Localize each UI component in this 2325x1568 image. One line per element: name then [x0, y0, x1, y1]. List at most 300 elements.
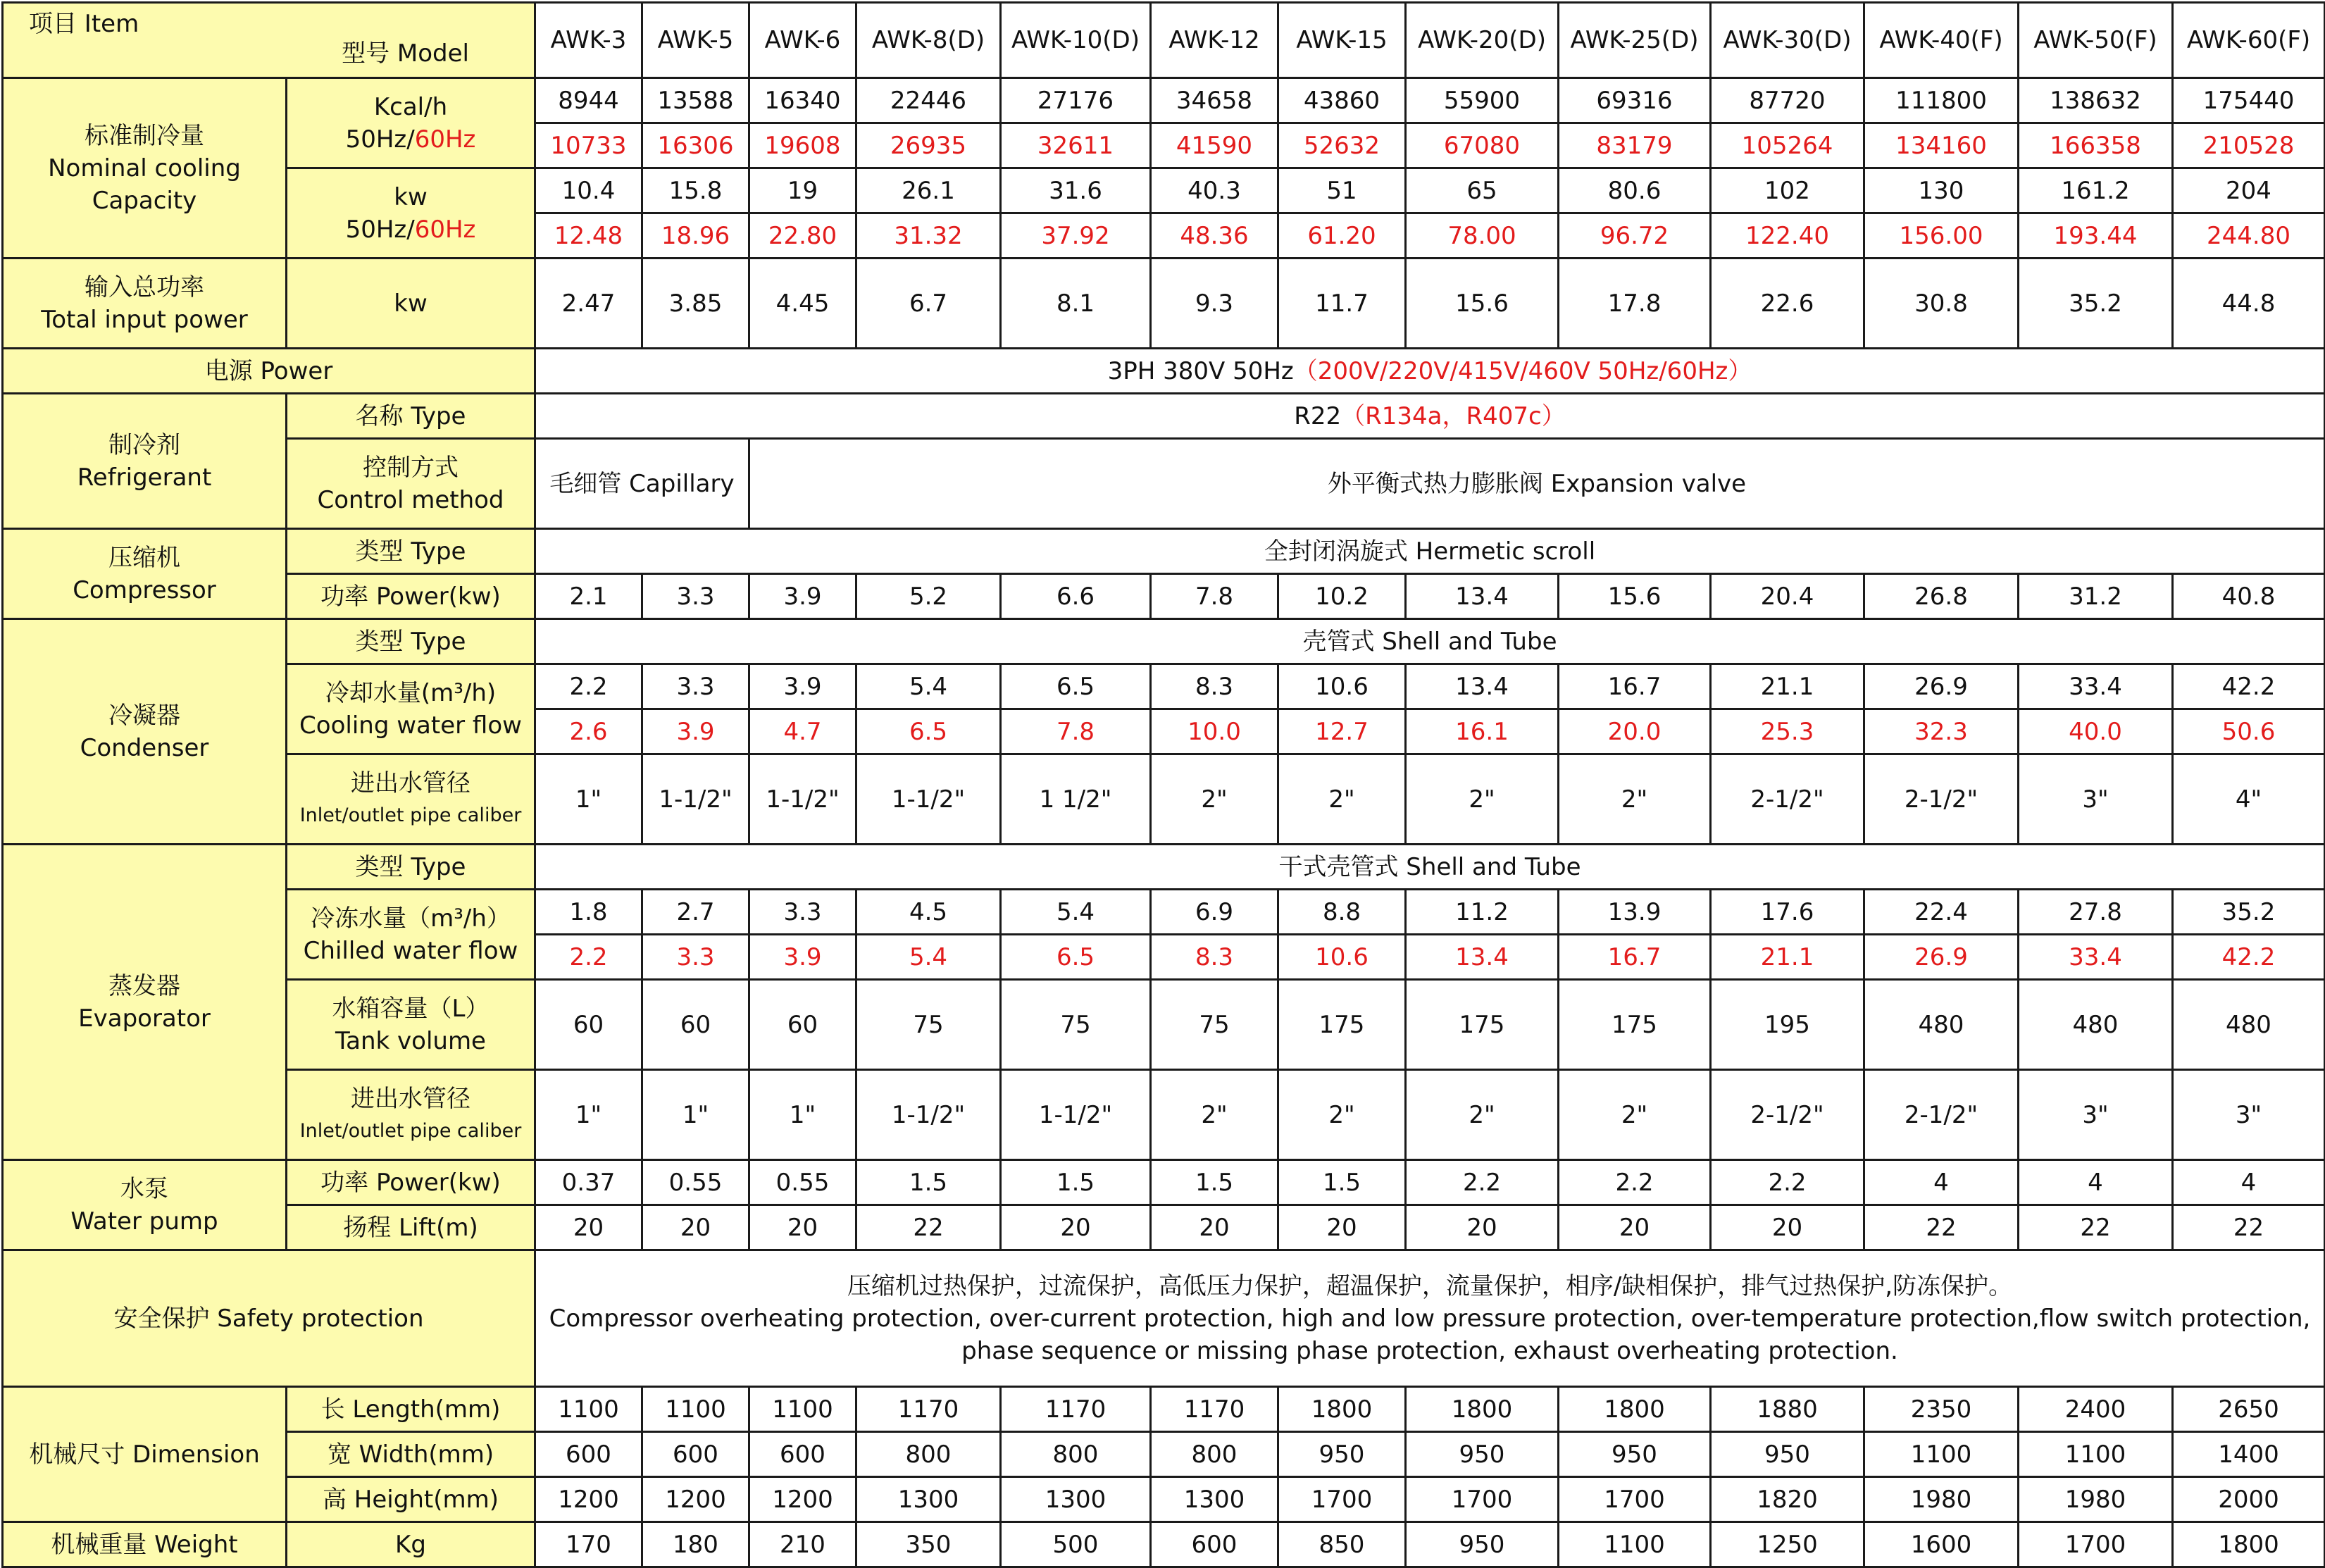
cooling-kcal-50hz-cell: 175440: [2173, 78, 2325, 123]
input-power-cell: 8.1: [1001, 259, 1151, 349]
model-header-cell: AWK-10(D): [1001, 3, 1151, 78]
condenser-flow-50hz-cell: 33.4: [2019, 664, 2173, 709]
compressor-power-cell: 7.8: [1151, 574, 1278, 619]
compressor-power-cell: 13.4: [1406, 574, 1559, 619]
evaporator-flow-50hz-cell: 27.8: [2019, 890, 2173, 935]
refrigerant-type-value: R22（R134a，R407c）: [535, 394, 2325, 439]
evaporator-pipe-cell: 2-1/2": [1864, 1070, 2019, 1160]
weight-cell: 1250: [1711, 1522, 1864, 1567]
weight-cell: 180: [642, 1522, 749, 1567]
pump-power-cell: 0.55: [642, 1160, 749, 1205]
condenser-flow-50hz-cell: 8.3: [1151, 664, 1278, 709]
weight-cell: 850: [1278, 1522, 1406, 1567]
evaporator-pipe-cell: 2": [1151, 1070, 1278, 1160]
cooling-kcal-50hz-cell: 43860: [1278, 78, 1406, 123]
dimension-width-cell: 800: [856, 1432, 1001, 1477]
condenser-pipe-cell: 4": [2173, 754, 2325, 845]
cooling-kcal-60hz-cell: 210528: [2173, 123, 2325, 168]
dimension-height-cell: 1200: [535, 1477, 642, 1522]
evaporator-pipe-cell: 1-1/2": [1001, 1070, 1151, 1160]
weight-cell: 950: [1406, 1522, 1559, 1567]
condenser-flow-60hz-cell: 4.7: [749, 709, 856, 754]
dimension-height-cell: 1300: [1151, 1477, 1278, 1522]
condenser-flow-60hz-cell: 2.6: [535, 709, 642, 754]
cooling-kcal-60hz-cell: 105264: [1711, 123, 1864, 168]
input-power-cell: 4.45: [749, 259, 856, 349]
cooling-kcal-60hz-cell: 166358: [2019, 123, 2173, 168]
cooling-kw-50hz-cell: 102: [1711, 168, 1864, 213]
evaporator-tank-cell: 60: [749, 980, 856, 1070]
evaporator-tank-cell: 175: [1406, 980, 1559, 1070]
dimension-width-cell: 800: [1151, 1432, 1278, 1477]
cooling-kw-60hz-cell: 12.48: [535, 213, 642, 259]
cooling-kw-50hz-cell: 51: [1278, 168, 1406, 213]
pump-lift-cell: 22: [2019, 1205, 2173, 1250]
safety-value: 压缩机过热保护，过流保护，高低压力保护，超温保护，流量保护，相序/缺相保护，排气过热保护,防冻保护。 Compressor overheating protection, over-current protection, high and low pressure protection, over-temperature protection,flow switch protection, phase sequence or missing phase protection, exhaust overheating protection.: [535, 1250, 2325, 1387]
pump-power-cell: 4: [2173, 1160, 2325, 1205]
pump-power-cell: 0.55: [749, 1160, 856, 1205]
condenser-flow-50hz-cell: 10.6: [1278, 664, 1406, 709]
cooling-kcal-50hz-cell: 27176: [1001, 78, 1151, 123]
cooling-kw-60hz-cell: 96.72: [1559, 213, 1711, 259]
evaporator-flow-60hz-cell: 26.9: [1864, 935, 2019, 980]
condenser-pipe-cell: 2-1/2": [1864, 754, 2019, 845]
evaporator-flow-60hz-cell: 10.6: [1278, 935, 1406, 980]
condenser-pipe-cell: 2": [1559, 754, 1711, 845]
cooling-kw-50hz-cell: 19: [749, 168, 856, 213]
cooling-kcal-50hz-cell: 69316: [1559, 78, 1711, 123]
pump-power-cell: 2.2: [1559, 1160, 1711, 1205]
input-power-cell: 11.7: [1278, 259, 1406, 349]
cooling-kcal-60hz-cell: 134160: [1864, 123, 2019, 168]
evaporator-pipe-cell: 2": [1559, 1070, 1711, 1160]
evaporator-pipe-cell: 1": [642, 1070, 749, 1160]
evaporator-flow-50hz-cell: 13.9: [1559, 890, 1711, 935]
dimension-height-cell: 1300: [1001, 1477, 1151, 1522]
dimension-height-label: 高 Height(mm): [287, 1477, 535, 1522]
input-power-cell: 6.7: [856, 259, 1001, 349]
evaporator-pipe-label: 进出水管径 Inlet/outlet pipe caliber: [287, 1070, 535, 1160]
pump-label: 水泵 Water pump: [3, 1160, 287, 1250]
cooling-kcal-unit: Kcal/h 50Hz/60Hz: [287, 78, 535, 168]
input-power-cell: 35.2: [2019, 259, 2173, 349]
cooling-kw-60hz-cell: 156.00: [1864, 213, 2019, 259]
condenser-flow-60hz-cell: 50.6: [2173, 709, 2325, 754]
input-power-cell: 44.8: [2173, 259, 2325, 349]
model-header-cell: AWK-60(F): [2173, 3, 2325, 78]
evaporator-tank-cell: 60: [535, 980, 642, 1070]
cooling-kw-60hz-cell: 193.44: [2019, 213, 2173, 259]
compressor-label: 压缩机 Compressor: [3, 529, 287, 619]
evaporator-tank-cell: 75: [1151, 980, 1278, 1070]
item-header-label: 项目 Item: [29, 10, 139, 38]
dimension-length-cell: 2350: [1864, 1387, 2019, 1432]
compressor-power-cell: 26.8: [1864, 574, 2019, 619]
evaporator-flow-50hz-cell: 3.3: [749, 890, 856, 935]
refrigerant-control-label: 控制方式 Control method: [287, 439, 535, 529]
cooling-kcal-60hz-cell: 32611: [1001, 123, 1151, 168]
pump-lift-cell: 20: [1559, 1205, 1711, 1250]
condenser-flow-50hz-cell: 6.5: [1001, 664, 1151, 709]
cooling-label: 标准制冷量 Nominal cooling Capacity: [3, 78, 287, 259]
cooling-kw-60hz-cell: 78.00: [1406, 213, 1559, 259]
model-header-cell: AWK-15: [1278, 3, 1406, 78]
cooling-kw-60hz-cell: 48.36: [1151, 213, 1278, 259]
pump-power-cell: 1.5: [856, 1160, 1001, 1205]
header-corner: [3, 3, 535, 78]
condenser-flow-60hz-cell: 20.0: [1559, 709, 1711, 754]
cooling-kw-60hz-cell: 37.92: [1001, 213, 1151, 259]
control-valve-value: 外平衡式热力膨胀阀 Expansion valve: [749, 439, 2325, 529]
cooling-kw-50hz-cell: 40.3: [1151, 168, 1278, 213]
compressor-power-cell: 31.2: [2019, 574, 2173, 619]
cooling-kw-50hz-cell: 10.4: [535, 168, 642, 213]
dimension-height-cell: 1700: [1406, 1477, 1559, 1522]
weight-cell: 210: [749, 1522, 856, 1567]
evaporator-flow-60hz-cell: 6.5: [1001, 935, 1151, 980]
model-header-cell: AWK-8(D): [856, 3, 1001, 78]
evaporator-flow-60hz-cell: 13.4: [1406, 935, 1559, 980]
model-header-cell: AWK-25(D): [1559, 3, 1711, 78]
evaporator-pipe-cell: 2-1/2": [1711, 1070, 1864, 1160]
dimension-width-cell: 1100: [1864, 1432, 2019, 1477]
input-power-unit: kw: [287, 259, 535, 349]
evaporator-flow-60hz-cell: 3.9: [749, 935, 856, 980]
compressor-power-cell: 10.2: [1278, 574, 1406, 619]
evaporator-pipe-cell: 1": [535, 1070, 642, 1160]
evaporator-label: 蒸发器 Evaporator: [3, 845, 287, 1160]
condenser-pipe-cell: 1-1/2": [642, 754, 749, 845]
pump-power-cell: 2.2: [1406, 1160, 1559, 1205]
condenser-pipe-cell: 3": [2019, 754, 2173, 845]
evaporator-tank-cell: 175: [1278, 980, 1406, 1070]
dimension-height-cell: 1200: [749, 1477, 856, 1522]
dimension-length-cell: 1170: [856, 1387, 1001, 1432]
model-header-label: 型号 Model: [342, 39, 469, 68]
cooling-kcal-60hz-cell: 16306: [642, 123, 749, 168]
dimension-length-cell: 1170: [1151, 1387, 1278, 1432]
cooling-kw-unit: kw 50Hz/60Hz: [287, 168, 535, 259]
evaporator-flow-label: 冷冻水量（m³/h） Chilled water flow: [287, 890, 535, 980]
dimension-label: 机械尺寸 Dimension: [3, 1387, 287, 1522]
pump-lift-cell: 20: [1151, 1205, 1278, 1250]
dimension-height-cell: 1980: [1864, 1477, 2019, 1522]
compressor-power-cell: 20.4: [1711, 574, 1864, 619]
evaporator-flow-60hz-cell: 3.3: [642, 935, 749, 980]
condenser-flow-60hz-cell: 10.0: [1151, 709, 1278, 754]
cooling-kw-50hz-cell: 130: [1864, 168, 2019, 213]
weight-cell: 1600: [1864, 1522, 2019, 1567]
condenser-pipe-label: 进出水管径 Inlet/outlet pipe caliber: [287, 754, 535, 845]
evaporator-tank-cell: 195: [1711, 980, 1864, 1070]
cooling-kcal-50hz-cell: 34658: [1151, 78, 1278, 123]
condenser-flow-60hz-cell: 3.9: [642, 709, 749, 754]
pump-lift-cell: 20: [1711, 1205, 1864, 1250]
condenser-pipe-cell: 1": [535, 754, 642, 845]
evaporator-tank-cell: 75: [856, 980, 1001, 1070]
evaporator-flow-50hz-cell: 4.5: [856, 890, 1001, 935]
input-power-label: 输入总功率 Total input power: [3, 259, 287, 349]
condenser-flow-50hz-cell: 26.9: [1864, 664, 2019, 709]
dimension-height-cell: 1300: [856, 1477, 1001, 1522]
weight-cell: 500: [1001, 1522, 1151, 1567]
dimension-height-cell: 1200: [642, 1477, 749, 1522]
dimension-width-cell: 600: [535, 1432, 642, 1477]
cooling-kw-50hz-cell: 204: [2173, 168, 2325, 213]
dimension-width-cell: 950: [1559, 1432, 1711, 1477]
evaporator-flow-60hz-cell: 2.2: [535, 935, 642, 980]
evaporator-flow-50hz-cell: 35.2: [2173, 890, 2325, 935]
dimension-height-cell: 1700: [1559, 1477, 1711, 1522]
model-header-cell: AWK-50(F): [2019, 3, 2173, 78]
condenser-flow-60hz-cell: 12.7: [1278, 709, 1406, 754]
compressor-type-value: 全封闭涡旋式 Hermetic scroll: [535, 529, 2325, 574]
model-header-cell: AWK-12: [1151, 3, 1278, 78]
input-power-cell: 9.3: [1151, 259, 1278, 349]
evaporator-flow-50hz-cell: 17.6: [1711, 890, 1864, 935]
dimension-height-cell: 1700: [1278, 1477, 1406, 1522]
evaporator-tank-cell: 480: [2173, 980, 2325, 1070]
power-value: 3PH 380V 50Hz（200V/220V/415V/460V 50Hz/60Hz）: [535, 349, 2325, 394]
dimension-width-cell: 800: [1001, 1432, 1151, 1477]
condenser-flow-50hz-cell: 13.4: [1406, 664, 1559, 709]
compressor-power-cell: 5.2: [856, 574, 1001, 619]
cooling-kcal-60hz-cell: 41590: [1151, 123, 1278, 168]
power-label: 电源 Power: [3, 349, 535, 394]
condenser-pipe-cell: 2": [1406, 754, 1559, 845]
weight-cell: 1100: [1559, 1522, 1711, 1567]
dimension-length-cell: 2650: [2173, 1387, 2325, 1432]
model-header-cell: AWK-6: [749, 3, 856, 78]
control-capillary-value: 毛细管 Capillary: [535, 439, 749, 529]
spec-table: [1, 1, 2325, 1568]
condenser-flow-50hz-cell: 16.7: [1559, 664, 1711, 709]
condenser-flow-60hz-cell: 40.0: [2019, 709, 2173, 754]
evaporator-flow-50hz-cell: 8.8: [1278, 890, 1406, 935]
pump-lift-cell: 20: [642, 1205, 749, 1250]
evaporator-tank-cell: 480: [1864, 980, 2019, 1070]
evaporator-flow-60hz-cell: 16.7: [1559, 935, 1711, 980]
cooling-kw-60hz-cell: 61.20: [1278, 213, 1406, 259]
cooling-kcal-60hz-cell: 19608: [749, 123, 856, 168]
pump-power-cell: 1.5: [1001, 1160, 1151, 1205]
condenser-pipe-cell: 1-1/2": [749, 754, 856, 845]
pump-power-cell: 4: [1864, 1160, 2019, 1205]
weight-label: 机械重量 Weight: [3, 1522, 287, 1567]
model-header-cell: AWK-3: [535, 3, 642, 78]
cooling-kcal-50hz-cell: 8944: [535, 78, 642, 123]
cooling-kcal-50hz-cell: 111800: [1864, 78, 2019, 123]
compressor-power-cell: 3.9: [749, 574, 856, 619]
cooling-kw-50hz-cell: 65: [1406, 168, 1559, 213]
condenser-flow-60hz-cell: 16.1: [1406, 709, 1559, 754]
dimension-height-cell: 1980: [2019, 1477, 2173, 1522]
cooling-kcal-60hz-cell: 83179: [1559, 123, 1711, 168]
condenser-pipe-cell: 1-1/2": [856, 754, 1001, 845]
pump-power-label: 功率 Power(kw): [287, 1160, 535, 1205]
cooling-kw-60hz-cell: 122.40: [1711, 213, 1864, 259]
cooling-kw-60hz-cell: 31.32: [856, 213, 1001, 259]
pump-lift-label: 扬程 Lift(m): [287, 1205, 535, 1250]
dimension-length-cell: 2400: [2019, 1387, 2173, 1432]
condenser-label: 冷凝器 Condenser: [3, 619, 287, 845]
pump-lift-cell: 20: [1001, 1205, 1151, 1250]
weight-unit: Kg: [287, 1522, 535, 1567]
input-power-cell: 3.85: [642, 259, 749, 349]
model-header-cell: AWK-30(D): [1711, 3, 1864, 78]
pump-power-cell: 4: [2019, 1160, 2173, 1205]
evaporator-pipe-cell: 2": [1406, 1070, 1559, 1160]
model-header-cell: AWK-20(D): [1406, 3, 1559, 78]
evaporator-pipe-cell: 3": [2173, 1070, 2325, 1160]
condenser-flow-60hz-cell: 25.3: [1711, 709, 1864, 754]
condenser-flow-50hz-cell: 5.4: [856, 664, 1001, 709]
dimension-height-cell: 2000: [2173, 1477, 2325, 1522]
cooling-kcal-50hz-cell: 22446: [856, 78, 1001, 123]
evaporator-flow-50hz-cell: 22.4: [1864, 890, 2019, 935]
refrigerant-type-label: 名称 Type: [287, 394, 535, 439]
evaporator-tank-cell: 480: [2019, 980, 2173, 1070]
dimension-length-cell: 1170: [1001, 1387, 1151, 1432]
cooling-kw-50hz-cell: 15.8: [642, 168, 749, 213]
weight-cell: 1700: [2019, 1522, 2173, 1567]
input-power-cell: 15.6: [1406, 259, 1559, 349]
dimension-length-label: 长 Length(mm): [287, 1387, 535, 1432]
weight-cell: 1800: [2173, 1522, 2325, 1567]
pump-lift-cell: 20: [1406, 1205, 1559, 1250]
evaporator-flow-60hz-cell: 21.1: [1711, 935, 1864, 980]
evaporator-flow-50hz-cell: 2.7: [642, 890, 749, 935]
input-power-cell: 30.8: [1864, 259, 2019, 349]
dimension-length-cell: 1800: [1406, 1387, 1559, 1432]
cooling-kcal-60hz-cell: 26935: [856, 123, 1001, 168]
evaporator-pipe-cell: 1-1/2": [856, 1070, 1001, 1160]
condenser-type-label: 类型 Type: [287, 619, 535, 664]
safety-label: 安全保护 Safety protection: [3, 1250, 535, 1387]
cooling-kcal-50hz-cell: 87720: [1711, 78, 1864, 123]
pump-power-cell: 1.5: [1278, 1160, 1406, 1205]
condenser-flow-60hz-cell: 6.5: [856, 709, 1001, 754]
evaporator-tank-label: 水箱容量（L） Tank volume: [287, 980, 535, 1070]
evaporator-type-label: 类型 Type: [287, 845, 535, 890]
evaporator-type-value: 干式壳管式 Shell and Tube: [535, 845, 2325, 890]
compressor-power-cell: 15.6: [1559, 574, 1711, 619]
weight-cell: 350: [856, 1522, 1001, 1567]
weight-cell: 170: [535, 1522, 642, 1567]
cooling-kcal-60hz-cell: 67080: [1406, 123, 1559, 168]
evaporator-flow-60hz-cell: 33.4: [2019, 935, 2173, 980]
compressor-power-cell: 6.6: [1001, 574, 1151, 619]
cooling-kcal-50hz-cell: 138632: [2019, 78, 2173, 123]
input-power-cell: 2.47: [535, 259, 642, 349]
pump-power-cell: 0.37: [535, 1160, 642, 1205]
refrigerant-label: 制冷剂 Refrigerant: [3, 394, 287, 529]
pump-lift-cell: 22: [2173, 1205, 2325, 1250]
cooling-kcal-50hz-cell: 13588: [642, 78, 749, 123]
evaporator-flow-50hz-cell: 5.4: [1001, 890, 1151, 935]
pump-power-cell: 2.2: [1711, 1160, 1864, 1205]
pump-lift-cell: 20: [1278, 1205, 1406, 1250]
evaporator-flow-50hz-cell: 6.9: [1151, 890, 1278, 935]
condenser-flow-60hz-cell: 32.3: [1864, 709, 2019, 754]
cooling-kw-60hz-cell: 244.80: [2173, 213, 2325, 259]
evaporator-flow-50hz-cell: 1.8: [535, 890, 642, 935]
dimension-width-cell: 600: [642, 1432, 749, 1477]
condenser-flow-label: 冷却水量(m³/h) Cooling water flow: [287, 664, 535, 754]
compressor-power-cell: 3.3: [642, 574, 749, 619]
cooling-kw-50hz-cell: 31.6: [1001, 168, 1151, 213]
pump-lift-cell: 22: [1864, 1205, 2019, 1250]
evaporator-tank-cell: 75: [1001, 980, 1151, 1070]
cooling-kcal-50hz-cell: 16340: [749, 78, 856, 123]
pump-lift-cell: 20: [535, 1205, 642, 1250]
dimension-length-cell: 1100: [749, 1387, 856, 1432]
condenser-pipe-cell: 2": [1278, 754, 1406, 845]
model-header-cell: AWK-40(F): [1864, 3, 2019, 78]
cooling-kcal-50hz-cell: 55900: [1406, 78, 1559, 123]
condenser-flow-60hz-cell: 7.8: [1001, 709, 1151, 754]
condenser-flow-50hz-cell: 3.3: [642, 664, 749, 709]
model-header-cell: AWK-5: [642, 3, 749, 78]
compressor-type-label: 类型 Type: [287, 529, 535, 574]
dimension-width-cell: 1100: [2019, 1432, 2173, 1477]
pump-lift-cell: 22: [856, 1205, 1001, 1250]
cooling-kw-60hz-cell: 18.96: [642, 213, 749, 259]
evaporator-tank-cell: 60: [642, 980, 749, 1070]
input-power-cell: 17.8: [1559, 259, 1711, 349]
condenser-flow-50hz-cell: 42.2: [2173, 664, 2325, 709]
condenser-flow-50hz-cell: 21.1: [1711, 664, 1864, 709]
weight-cell: 600: [1151, 1522, 1278, 1567]
cooling-kw-50hz-cell: 80.6: [1559, 168, 1711, 213]
compressor-power-label: 功率 Power(kw): [287, 574, 535, 619]
dimension-width-cell: 1400: [2173, 1432, 2325, 1477]
dimension-width-label: 宽 Width(mm): [287, 1432, 535, 1477]
dimension-length-cell: 1800: [1278, 1387, 1406, 1432]
evaporator-tank-cell: 175: [1559, 980, 1711, 1070]
dimension-length-cell: 1800: [1559, 1387, 1711, 1432]
condenser-pipe-cell: 2": [1151, 754, 1278, 845]
dimension-width-cell: 950: [1278, 1432, 1406, 1477]
cooling-kw-50hz-cell: 161.2: [2019, 168, 2173, 213]
input-power-cell: 22.6: [1711, 259, 1864, 349]
evaporator-pipe-cell: 1": [749, 1070, 856, 1160]
dimension-length-cell: 1880: [1711, 1387, 1864, 1432]
condenser-pipe-cell: 1 1/2": [1001, 754, 1151, 845]
evaporator-flow-60hz-cell: 8.3: [1151, 935, 1278, 980]
dimension-height-cell: 1820: [1711, 1477, 1864, 1522]
evaporator-flow-60hz-cell: 5.4: [856, 935, 1001, 980]
condenser-type-value: 壳管式 Shell and Tube: [535, 619, 2325, 664]
cooling-kcal-60hz-cell: 10733: [535, 123, 642, 168]
dimension-width-cell: 950: [1711, 1432, 1864, 1477]
pump-power-cell: 1.5: [1151, 1160, 1278, 1205]
evaporator-flow-60hz-cell: 42.2: [2173, 935, 2325, 980]
compressor-power-cell: 40.8: [2173, 574, 2325, 619]
condenser-flow-50hz-cell: 2.2: [535, 664, 642, 709]
compressor-power-cell: 2.1: [535, 574, 642, 619]
evaporator-flow-50hz-cell: 11.2: [1406, 890, 1559, 935]
evaporator-pipe-cell: 2": [1278, 1070, 1406, 1160]
evaporator-pipe-cell: 3": [2019, 1070, 2173, 1160]
cooling-kw-60hz-cell: 22.80: [749, 213, 856, 259]
dimension-width-cell: 600: [749, 1432, 856, 1477]
dimension-length-cell: 1100: [535, 1387, 642, 1432]
dimension-length-cell: 1100: [642, 1387, 749, 1432]
condenser-flow-50hz-cell: 3.9: [749, 664, 856, 709]
cooling-kw-50hz-cell: 26.1: [856, 168, 1001, 213]
pump-lift-cell: 20: [749, 1205, 856, 1250]
